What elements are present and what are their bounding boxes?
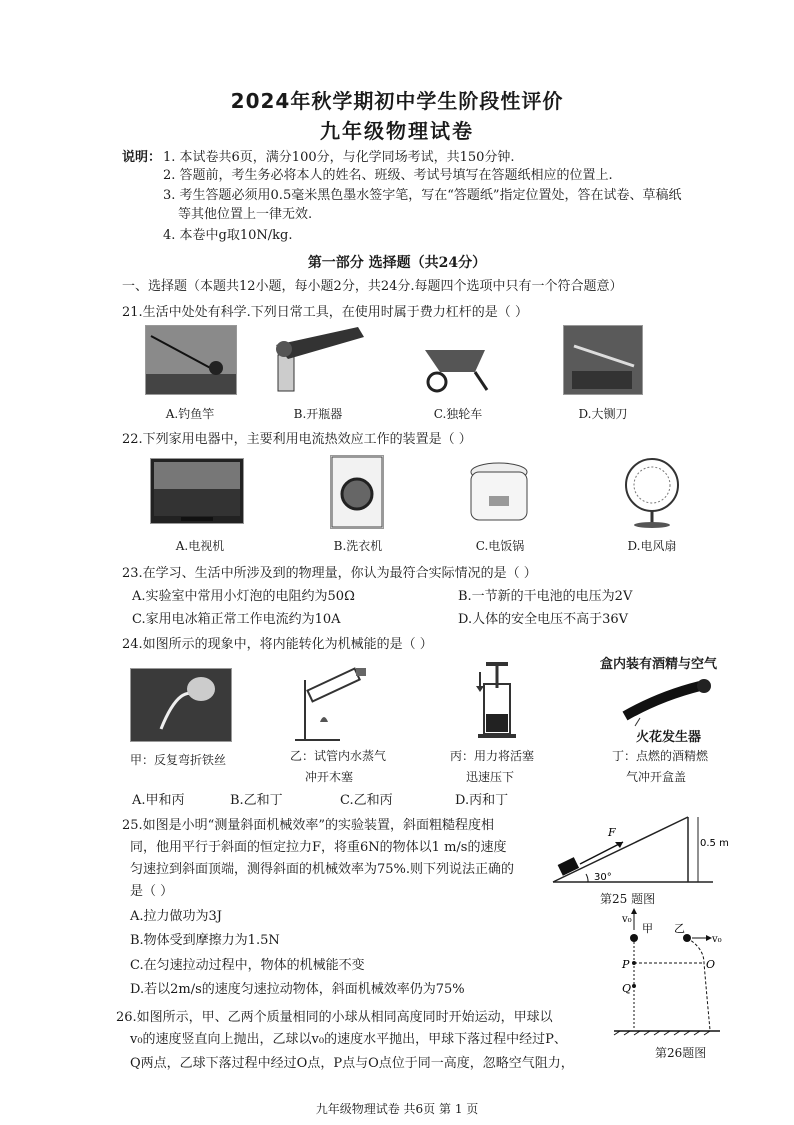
q25-stem-line2: 同，他用平行于斜面的恒定拉力F，将重6N的物体以1 m/s的速度 — [130, 840, 507, 855]
big-guillotine-image — [563, 325, 643, 395]
q24-caption-yi-line1: 乙：试管内水蒸气 — [290, 749, 387, 763]
point-q-label: Q — [622, 982, 632, 995]
electric-fan-icon — [620, 455, 684, 529]
q23-option-a[interactable]: A.实验室中常用小灯泡的电阻约为50Ω — [132, 589, 355, 604]
q26-figure-caption: 第26题图 — [655, 1046, 707, 1060]
q24-option-d[interactable]: D.丙和丁 — [455, 793, 509, 808]
spark-box-image — [620, 676, 720, 728]
v0-up-label: v₀ — [622, 914, 632, 925]
electric-fan-image — [620, 455, 684, 529]
q22-option-d[interactable]: D.电风扇 — [627, 539, 677, 553]
q25-figure-caption: 第25 题图 — [600, 892, 656, 906]
q26-stem-line1: 26.如图所示，甲、乙两个质量相同的小球从相同高度同时开始运动，甲球以 — [116, 1010, 553, 1025]
q24-ding-label-top: 盒内装有酒精与空气 — [600, 657, 718, 672]
q24-ding-spark-label: 火花发生器 — [636, 730, 702, 745]
q25-stem-line3: 匀速拉到斜面顶端，测得斜面的机械效率为75%.则下列说法正确的 — [130, 862, 515, 877]
q21-option-c[interactable]: C.独轮车 — [433, 407, 483, 421]
v0-right-label: v₀ — [712, 934, 722, 945]
q22-stem: 22.下列家用电器中，主要利用电流热效应工作的装置是（ ） — [122, 432, 472, 447]
angle-arc — [586, 874, 588, 882]
page-footer: 九年级物理试卷 共6页 第 1 页 — [315, 1102, 479, 1116]
q21-stem: 21.生活中处处有科学.下列日常工具，在使用时属于费力杠杆的是（ ） — [122, 305, 528, 320]
tv-image — [150, 458, 244, 524]
q26-projectile-figure — [612, 908, 722, 1038]
q23-stem: 23.在学习、生活中所涉及到的物理量，你认为最符合实际情况的是（ ） — [122, 566, 537, 581]
q24-option-c[interactable]: C.乙和丙 — [340, 793, 393, 808]
wheelbarrow-image — [415, 330, 495, 394]
instruction-item-3: 3. 考生答题必须用0.5毫米黑色墨水签字笔，写在“答题纸”指定位置处，答在试卷、草稿纸 — [163, 188, 682, 203]
bending-wire-icon — [131, 669, 231, 741]
q25-option-a[interactable]: A.拉力做功为3J — [130, 909, 223, 924]
q25-option-b[interactable]: B.物体受到摩擦力为1.5N — [130, 933, 280, 948]
incline-surface — [553, 817, 688, 882]
force-label: F — [608, 826, 616, 839]
q22-option-c[interactable]: C.电饭锅 — [475, 539, 525, 553]
instruction-item-3-cont: 等其他位置上一律无效. — [178, 207, 313, 222]
jia-label: 甲 — [642, 922, 653, 935]
point-p-label: P — [622, 958, 630, 971]
angle-label: 30° — [594, 872, 612, 883]
piston-icon — [472, 658, 522, 740]
height-label: 0.5 m — [700, 838, 729, 849]
instruction-item-1: 1. 本试卷共6页，满分100分，与化学同场考试，共150分钟. — [163, 150, 515, 165]
rice-cooker-image — [467, 460, 531, 526]
fishing-rod-image — [145, 325, 237, 395]
spark-box-icon — [620, 676, 720, 728]
part1-title: 第一部分 选择题（共24分） — [307, 255, 487, 271]
rice-cooker-icon — [467, 460, 531, 526]
exam-title-line2: 九年级物理试卷 — [320, 119, 474, 143]
q25-option-d[interactable]: D.若以2m/s的速度匀速拉动物体，斜面机械效率仍为75% — [130, 982, 465, 997]
ball-jia — [630, 934, 638, 942]
q24-caption-bing-line1: 丙：用力将活塞 — [450, 749, 535, 763]
q24-option-b[interactable]: B.乙和丁 — [230, 793, 283, 808]
q24-caption-bing-line2: 迅速压下 — [466, 770, 515, 784]
q23-option-c[interactable]: C.家用电冰箱正常工作电流约为10A — [132, 612, 341, 627]
bending-wire-image — [130, 668, 232, 742]
point-o-label: O — [706, 958, 716, 971]
q25-stem-line4: 是（ ） — [130, 884, 174, 899]
q22-option-a[interactable]: A.电视机 — [175, 539, 225, 553]
q24-option-a[interactable]: A.甲和丙 — [132, 793, 185, 808]
part1-intro: 一、选择题（本题共12小题，每小题2分，共24分.每题四个选项中只有一个符合题意） — [122, 279, 623, 294]
washing-machine-icon — [331, 456, 383, 528]
q22-option-b[interactable]: B.洗衣机 — [333, 539, 383, 553]
q21-option-b[interactable]: B.开瓶器 — [293, 407, 343, 421]
instruction-item-4: 4. 本卷中g取10N/kg. — [163, 228, 293, 243]
q25-stem-line1: 25.如图是小明“测量斜面机械效率”的实验装置，斜面粗糙程度相 — [122, 818, 494, 833]
wheelbarrow-icon — [415, 330, 495, 394]
force-arrow — [580, 842, 623, 864]
q24-stem: 24.如图所示的现象中，将内能转化为机械能的是（ ） — [122, 637, 433, 652]
guillotine-icon — [564, 326, 642, 394]
q23-option-d[interactable]: D.人体的安全电压不高于36V — [458, 612, 629, 627]
test-tube-icon — [290, 660, 380, 742]
q26-stem-line2: v₀的速度竖直向上抛出，乙球以v₀的速度水平抛出，甲球下落过程中经过P、 — [130, 1032, 567, 1047]
instructions-label: 说明： — [122, 150, 162, 165]
q25-option-c[interactable]: C.在匀速拉动过程中，物体的机械能不变 — [130, 958, 365, 973]
yi-label: 乙 — [674, 922, 685, 935]
q21-option-d[interactable]: D.大铡刀 — [578, 407, 628, 421]
block — [558, 857, 579, 876]
q23-option-b[interactable]: B.一节新的干电池的电压为2V — [458, 589, 633, 604]
q24-caption-jia: 甲：反复弯折铁丝 — [130, 753, 227, 767]
q24-caption-ding-line2: 气冲开盒盖 — [626, 770, 687, 784]
yi-trajectory — [687, 938, 710, 1030]
instruction-item-2: 2. 答题前，考生务必将本人的姓名、班级、考试号填写在答题纸相应的位置上. — [163, 168, 613, 183]
fishing-rod-icon — [146, 326, 236, 394]
q25-incline-figure — [548, 812, 729, 890]
washing-machine-image — [330, 455, 384, 529]
tv-icon — [151, 459, 243, 523]
exam-title-line1: 2024年秋学期初中学生阶段性评价 — [230, 89, 564, 113]
test-tube-steam-image — [290, 660, 380, 742]
q24-caption-yi-line2: 冲开木塞 — [305, 770, 354, 784]
q21-option-a[interactable]: A.钓鱼竿 — [165, 407, 215, 421]
q26-stem-line3: Q两点，乙球下落过程中经过O点，P点与O点位于同一高度，忽略空气阻力， — [130, 1056, 574, 1071]
bottle-opener-image — [268, 325, 368, 393]
q24-caption-ding-line1: 丁：点燃的酒精燃 — [612, 749, 709, 763]
piston-compress-image — [472, 658, 522, 740]
bottle-opener-icon — [268, 325, 368, 393]
